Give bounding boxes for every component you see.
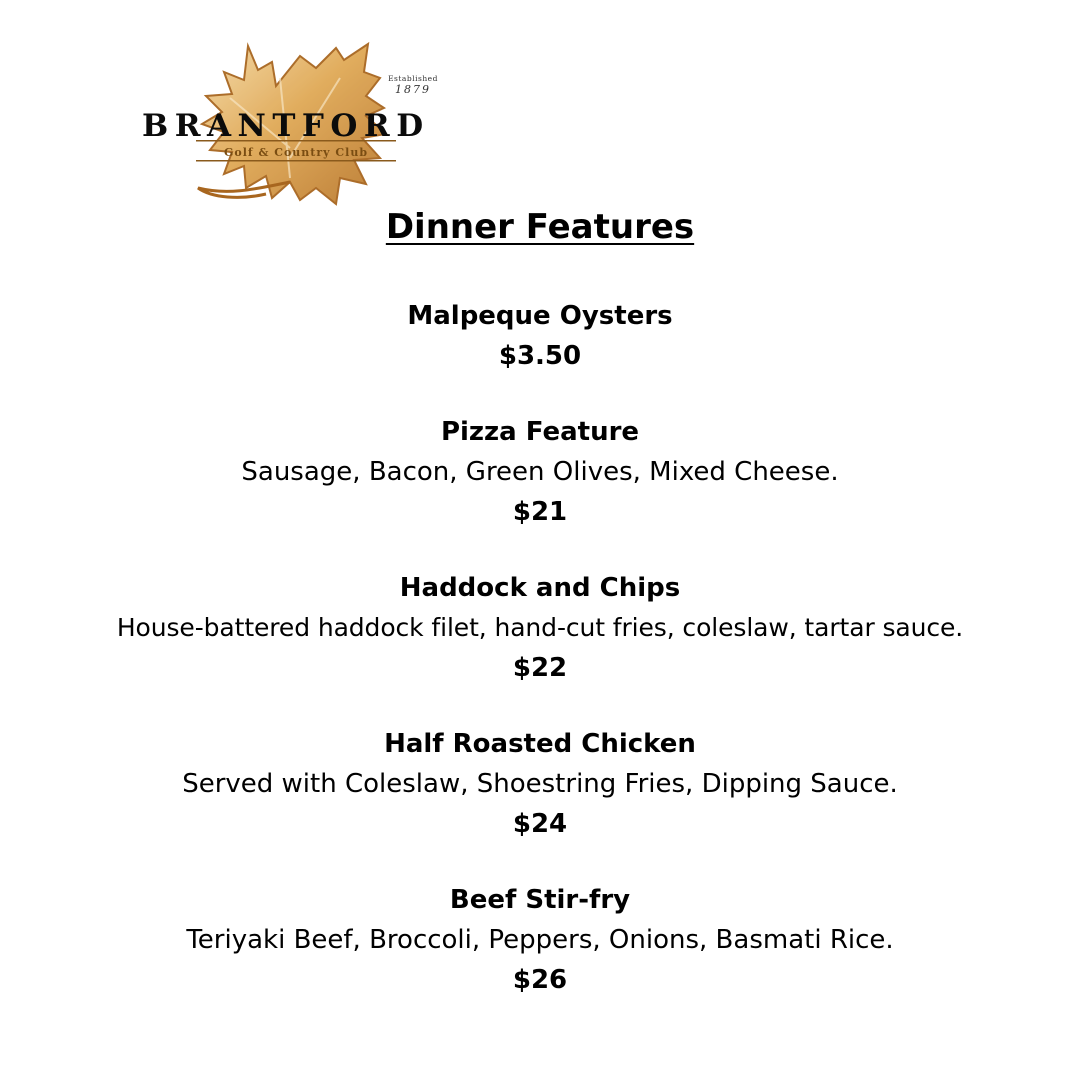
logo-established: Established [388, 74, 438, 83]
page-title: Dinner Features [385, 207, 695, 247]
logo-subtitle: Golf & Country Club [223, 146, 369, 159]
item-name: Half Roasted Chicken [384, 729, 696, 759]
item-price: $22 [512, 653, 568, 683]
item-description: Teriyaki Beef, Broccoli, Peppers, Onions, Basmati Rice. [186, 925, 894, 955]
item-description: Sausage, Bacon, Green Olives, Mixed Cheese. [241, 457, 839, 487]
logo-year: 1879 [395, 83, 431, 96]
item-description: Served with Coleslaw, Shoestring Fries, Dipping Sauce. [182, 769, 898, 799]
menu-item [0, 412, 1080, 532]
item-price: $21 [512, 497, 568, 527]
menu-item [0, 724, 1080, 844]
item-description: House-battered haddock filet, hand-cut fries, coleslaw, tartar sauce. [116, 613, 964, 642]
menu-item [0, 296, 1080, 376]
menu-list [0, 296, 1080, 1036]
menu-item [0, 568, 1080, 688]
item-price: $3.50 [498, 341, 582, 371]
logo-wordmark: BRANTFORD [142, 108, 430, 144]
menu-item [0, 880, 1080, 1000]
item-name: Malpeque Oysters [407, 301, 673, 331]
item-name: Pizza Feature [440, 417, 640, 447]
club-logo [140, 38, 455, 208]
item-price: $24 [512, 809, 568, 839]
item-name: Beef Stir-fry [449, 885, 631, 915]
item-name: Haddock and Chips [399, 573, 681, 603]
item-price: $26 [512, 965, 568, 995]
